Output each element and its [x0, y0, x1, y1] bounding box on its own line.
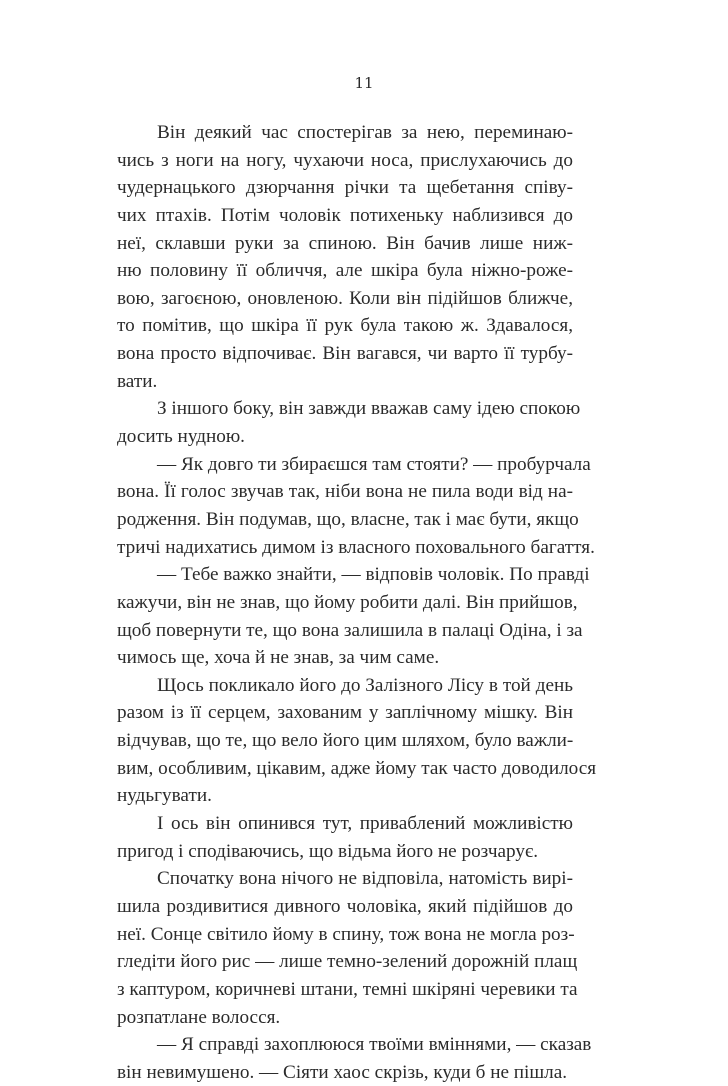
paragraph — [117, 1031, 592, 1086]
text-line: розпатлане волосся. — [117, 1006, 281, 1028]
text-line: він невимушено. — Сіяти хаос скрізь, куди б не пішла. — [117, 1061, 568, 1083]
text-line: чудернацького дзюрчання річки та щебетання співу- — [117, 177, 573, 199]
paragraph — [117, 395, 581, 450]
text-line: тричі надихатись димом із власного поховального багаття. — [117, 536, 595, 558]
text-line: Щось покликало його до Залізного Лісу в той день — [157, 674, 573, 696]
text-line: нудьгувати. — [117, 785, 212, 807]
text-line: то помітив, що шкіра її рук була такою ж. Здавалося, — [117, 315, 573, 337]
text-line: досить нудною. — [117, 426, 245, 448]
paragraph — [117, 119, 573, 395]
text-line: вати. — [117, 370, 158, 392]
text-line: ню половину її обличчя, але шкіра була ніжно-роже- — [117, 260, 573, 282]
text-line: з каптуром, коричневі штани, темні шкіряні черевики та — [117, 978, 578, 1000]
text-line: — Як довго ти збираєшся там стояти? — пробурчала — [157, 453, 591, 475]
paragraph — [117, 672, 597, 810]
text-line: чих птахів. Потім чоловік потихеньку наблизився до — [117, 204, 573, 226]
text-line: пригод і сподіваючись, що відьма його не розчарує. — [117, 840, 539, 862]
text-line: кажучи, він не знав, що йому робити далі. Він прийшов, — [117, 591, 578, 613]
text-line: відчував, що те, що вело його цим шляхом, було важли- — [117, 730, 574, 752]
text-line: щоб повернути те, що вона залишила в палаці Одіна, і за — [117, 619, 583, 641]
text-line: родження. Він подумав, що, власне, так і має бути, якщо — [117, 508, 579, 530]
paragraph — [117, 451, 595, 562]
text-line: неї. Сонце світило йому в спину, тож вона не могла роз- — [117, 923, 575, 945]
body-text — [117, 119, 597, 1086]
text-line: Він деякий час спостерігав за нею, переминаю- — [157, 122, 573, 143]
paragraph — [117, 561, 590, 672]
text-line: вою, загоєною, оновленою. Коли він підійшов ближче, — [117, 287, 573, 309]
text-line: чимось ще, хоча й не знав, за чим саме. — [117, 647, 440, 669]
text-line: вона. Її голос звучав так, ніби вона не пила води від на- — [117, 481, 573, 503]
paragraph — [117, 810, 573, 865]
text-line: чись з ноги на ногу, чухаючи носа, прислухаючись до — [117, 149, 573, 171]
text-line: — Тебе важко знайти, — відповів чоловік. По правді — [157, 564, 590, 586]
page-number: 11 — [354, 74, 374, 92]
text-line: разом із її серцем, захованим у заплічному мішку. Він — [117, 702, 573, 724]
text-line: неї, склавши руки за спиною. Він бачив лише ниж- — [117, 232, 573, 254]
text-line: вона просто відпочиває. Він вагався, чи варто її турбу- — [117, 343, 573, 365]
text-line: вим, особливим, цікавим, адже йому так часто доводилося — [117, 757, 597, 779]
text-line: І ось він опинився тут, приваблений можливістю — [157, 813, 573, 835]
text-line: З іншого боку, він завжди вважав саму ідею спокою — [157, 398, 581, 420]
paragraph — [117, 865, 578, 1031]
text-line: — Я справді захоплююся твоїми вміннями, — сказав — [157, 1034, 592, 1056]
text-line: гледіти його рис — лише темно-зелений дорожній плащ — [117, 951, 578, 973]
text-line: шила роздивитися дивного чоловіка, який підійшов до — [117, 895, 573, 917]
text-line: Спочатку вона нічого не відповіла, натомість вирі- — [157, 868, 573, 890]
